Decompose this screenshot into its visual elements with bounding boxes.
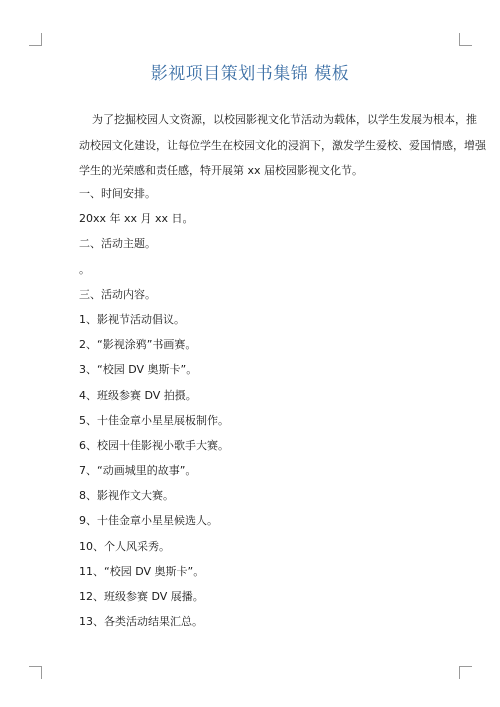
intro-line: 学生的光荣感和责任感，特开展第 xx 届校园影视文化节。 xyxy=(79,164,364,177)
list-item: 4、班级参赛 DV 拍摄。 xyxy=(79,388,197,402)
list-item: 8、影视作文大赛。 xyxy=(79,489,174,503)
list-item: 1、影视节活动倡议。 xyxy=(79,312,185,326)
section-heading-schedule: 一、时间安排。 xyxy=(79,187,156,200)
crop-mark-top-left xyxy=(29,33,42,46)
crop-mark-bottom-left xyxy=(29,666,42,679)
crop-mark-bottom-right xyxy=(459,666,472,679)
list-item: 10、个人风采秀。 xyxy=(79,539,170,553)
schedule-date: 20xx 年 xx 月 xx 日。 xyxy=(79,212,194,226)
list-item: 7、“动画城里的故事”。 xyxy=(79,464,197,478)
section-heading-content: 三、活动内容。 xyxy=(79,287,156,301)
list-item: 13、各类活动结果汇总。 xyxy=(79,615,203,629)
list-item: 5、十佳金章小星星展板制作。 xyxy=(79,413,229,427)
intro-line: 动校园文化建设，让每位学生在校园文化的浸润下，激发学生爱校、爱国情感，增强 xyxy=(79,139,486,152)
list-item: 9、十佳金章小星星候选人。 xyxy=(79,514,218,528)
intro-line: 为了挖掘校园人文资源，以校园影视文化节活动为载体，以学生发展为根本，推 xyxy=(92,113,477,126)
list-item: 2、“影视涂鸦”书画赛。 xyxy=(79,338,197,352)
crop-mark-top-right xyxy=(459,33,472,46)
document-title: 影视项目策划书集锦 模板 xyxy=(150,64,350,84)
list-item: 11、“校园 DV 奥斯卡”。 xyxy=(79,564,205,578)
theme-text: 。 xyxy=(79,262,90,276)
list-item: 6、校园十佳影视小歌手大赛。 xyxy=(79,438,229,452)
content-list xyxy=(79,186,229,639)
section-heading-theme: 二、活动主题。 xyxy=(79,237,156,251)
list-item: 3、“校园 DV 奥斯卡”。 xyxy=(79,363,198,377)
list-item: 12、班级参赛 DV 展播。 xyxy=(79,590,204,603)
